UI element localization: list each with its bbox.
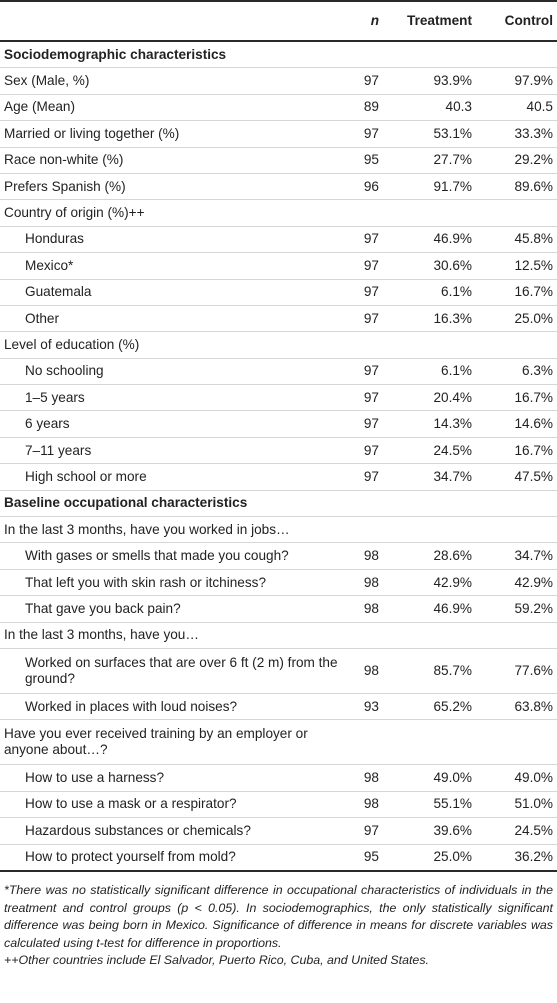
row-label: High school or more: [25, 468, 147, 484]
row-control: 25.0%: [514, 310, 553, 326]
row-treatment: 6.1%: [441, 363, 472, 379]
table-row: [0, 543, 557, 569]
table-row: [0, 147, 557, 173]
row-control: 12.5%: [514, 257, 553, 273]
row-treatment: 40.3: [445, 99, 472, 115]
table-row: [0, 411, 557, 437]
row-n: 97: [363, 416, 379, 432]
row-treatment: 24.5%: [433, 442, 472, 458]
row-n: 98: [363, 600, 379, 616]
row-label: 7–11 years: [25, 442, 92, 458]
row-treatment: [385, 41, 482, 68]
row-control: 16.7%: [514, 389, 553, 405]
row-treatment: 49.0%: [433, 770, 472, 786]
row-n: 97: [363, 125, 379, 141]
row-label: How to protect yourself from mold?: [25, 849, 236, 865]
row-n: 97: [363, 389, 379, 405]
row-control: 24.5%: [514, 822, 553, 838]
header-control: Control: [504, 13, 553, 28]
row-control: 42.9%: [514, 574, 553, 590]
row-treatment: [385, 490, 482, 516]
row-n: 95: [363, 152, 379, 168]
row-label: Sociodemographic characteristics: [4, 46, 227, 62]
table-header-row: [0, 1, 557, 41]
row-n: 98: [363, 770, 379, 786]
row-label: Hazardous substances or chemicals?: [25, 822, 251, 838]
row-label: Level of education (%): [4, 336, 140, 352]
table-row: [0, 94, 557, 120]
row-label: That left you with skin rash or itchiness?: [25, 574, 267, 590]
row-n: 95: [363, 849, 379, 865]
table-row: [0, 791, 557, 817]
row-control: 63.8%: [514, 698, 553, 714]
row-label: How to use a mask or a respirator?: [25, 796, 237, 812]
row-control: 36.2%: [514, 849, 553, 865]
row-n: 97: [363, 363, 379, 379]
row-treatment: 55.1%: [433, 796, 472, 812]
row-treatment: 34.7%: [433, 468, 472, 484]
row-label: Other: [25, 310, 59, 326]
row-treatment: [385, 332, 482, 358]
row-treatment: 93.9%: [433, 73, 472, 89]
row-label: Baseline occupational characteristics: [4, 495, 248, 511]
row-treatment: 25.0%: [433, 849, 472, 865]
row-label: 1–5 years: [25, 389, 85, 405]
row-label: In the last 3 months, have you worked in jobs…: [4, 521, 290, 537]
row-n: 97: [363, 231, 379, 247]
row-treatment: 53.1%: [433, 125, 472, 141]
row-treatment: [385, 720, 482, 765]
row-control: 59.2%: [514, 600, 553, 616]
row-treatment: 85.7%: [433, 662, 472, 678]
header-treatment: Treatment: [407, 13, 472, 28]
row-n: 93: [363, 698, 379, 714]
row-label: Country of origin (%)++: [4, 205, 145, 221]
row-control: [482, 622, 557, 648]
section-row-sociodemographic: [0, 41, 557, 68]
table-row: [0, 693, 557, 719]
row-n: [355, 200, 385, 226]
row-n: 98: [363, 662, 379, 678]
header-n: n: [370, 13, 379, 28]
row-n: 98: [363, 574, 379, 590]
row-label: That gave you back pain?: [25, 600, 181, 616]
row-control: [482, 200, 557, 226]
row-control: 16.7%: [514, 442, 553, 458]
row-label: Prefers Spanish (%): [4, 178, 126, 194]
row-label: How to use a harness?: [25, 770, 165, 786]
row-n: 97: [363, 257, 379, 273]
row-n: [355, 517, 385, 543]
row-label: Honduras: [25, 231, 84, 247]
row-control: 34.7%: [514, 548, 553, 564]
table-row: [0, 305, 557, 331]
row-label: Sex (Male, %): [4, 73, 90, 89]
row-treatment: 27.7%: [433, 152, 472, 168]
row-control: [482, 720, 557, 765]
table-row: [0, 173, 557, 199]
table-footnote: [0, 872, 557, 970]
subheading-row: [0, 720, 557, 765]
header-label: [0, 1, 355, 41]
footnote-significance: *There was no statistically significant difference in occupational characteristics of individuals in the treatment and control groups (p < 0.05). In sociodemographics, the only statistically significant difference was being born in Mexico. Significance of difference in means for discrete variables was calculated using t-test for difference in proportions.: [4, 882, 553, 950]
row-n: 97: [363, 442, 379, 458]
row-control: 6.3%: [522, 363, 553, 379]
table-row: [0, 68, 557, 94]
subheading-row: [0, 200, 557, 226]
row-n: 96: [363, 178, 379, 194]
row-control: 16.7%: [514, 284, 553, 300]
row-label: With gases or smells that made you cough?: [25, 548, 289, 564]
subheading-row: [0, 622, 557, 648]
row-treatment: 46.9%: [433, 600, 472, 616]
row-n: 98: [363, 796, 379, 812]
row-n: 98: [363, 548, 379, 564]
row-n: 97: [363, 73, 379, 89]
table-row: [0, 385, 557, 411]
subheading-row: [0, 517, 557, 543]
row-control: 51.0%: [514, 796, 553, 812]
row-control: 97.9%: [514, 73, 553, 89]
row-treatment: [385, 622, 482, 648]
row-treatment: [385, 517, 482, 543]
table-row: [0, 648, 557, 693]
row-n: 97: [363, 468, 379, 484]
table-row: [0, 765, 557, 791]
row-treatment: 16.3%: [433, 310, 472, 326]
row-control: 45.8%: [514, 231, 553, 247]
row-n: [355, 720, 385, 765]
table-row: [0, 569, 557, 595]
row-label: Age (Mean): [4, 99, 76, 115]
row-label: Worked in places with loud noises?: [25, 698, 238, 714]
row-treatment: 14.3%: [433, 416, 472, 432]
row-control: [482, 517, 557, 543]
subheading-row: [0, 332, 557, 358]
table-row: [0, 596, 557, 622]
row-control: [482, 41, 557, 68]
row-control: 77.6%: [514, 662, 553, 678]
table-row: [0, 121, 557, 147]
row-treatment: 30.6%: [433, 257, 472, 273]
row-n: [355, 490, 385, 516]
row-label: No schooling: [25, 363, 104, 379]
row-treatment: [385, 200, 482, 226]
row-control: 47.5%: [514, 468, 553, 484]
row-label: Worked on surfaces that are over 6 ft (2 m) from the ground?: [25, 654, 338, 686]
table-row: [0, 253, 557, 279]
row-label: Race non-white (%): [4, 152, 124, 168]
table-row: [0, 226, 557, 252]
row-control: 33.3%: [514, 125, 553, 141]
row-control: [482, 490, 557, 516]
row-label: Mexico*: [25, 257, 74, 273]
row-n: [355, 622, 385, 648]
row-label: Guatemala: [25, 284, 92, 300]
section-row-occupational: [0, 490, 557, 516]
table-row: [0, 358, 557, 384]
row-n: 97: [363, 310, 379, 326]
row-label: Married or living together (%): [4, 125, 180, 141]
table-row: [0, 818, 557, 844]
row-label: Have you ever received training by an employer or anyone about…?: [4, 726, 308, 758]
row-treatment: 46.9%: [433, 231, 472, 247]
row-control: [482, 332, 557, 358]
row-n: 89: [363, 99, 379, 115]
table-row: [0, 437, 557, 463]
row-treatment: 6.1%: [441, 284, 472, 300]
row-label: 6 years: [25, 416, 70, 432]
row-control: 14.6%: [514, 416, 553, 432]
row-n: [355, 41, 385, 68]
row-treatment: 39.6%: [433, 822, 472, 838]
row-n: [355, 332, 385, 358]
table-row: [0, 464, 557, 490]
row-control: 40.5: [526, 99, 553, 115]
table-row: [0, 844, 557, 871]
row-treatment: 20.4%: [433, 389, 472, 405]
table-row: [0, 279, 557, 305]
row-control: 89.6%: [514, 178, 553, 194]
row-treatment: 28.6%: [433, 548, 472, 564]
row-control: 29.2%: [514, 152, 553, 168]
row-treatment: 91.7%: [433, 178, 472, 194]
row-n: 97: [363, 284, 379, 300]
row-n: 97: [363, 822, 379, 838]
row-treatment: 42.9%: [433, 574, 472, 590]
row-label: In the last 3 months, have you…: [4, 627, 199, 643]
footnote-other-countries: ++Other countries include El Salvador, Puerto Rico, Cuba, and United States.: [4, 953, 429, 968]
row-treatment: 65.2%: [433, 698, 472, 714]
row-control: 49.0%: [514, 770, 553, 786]
